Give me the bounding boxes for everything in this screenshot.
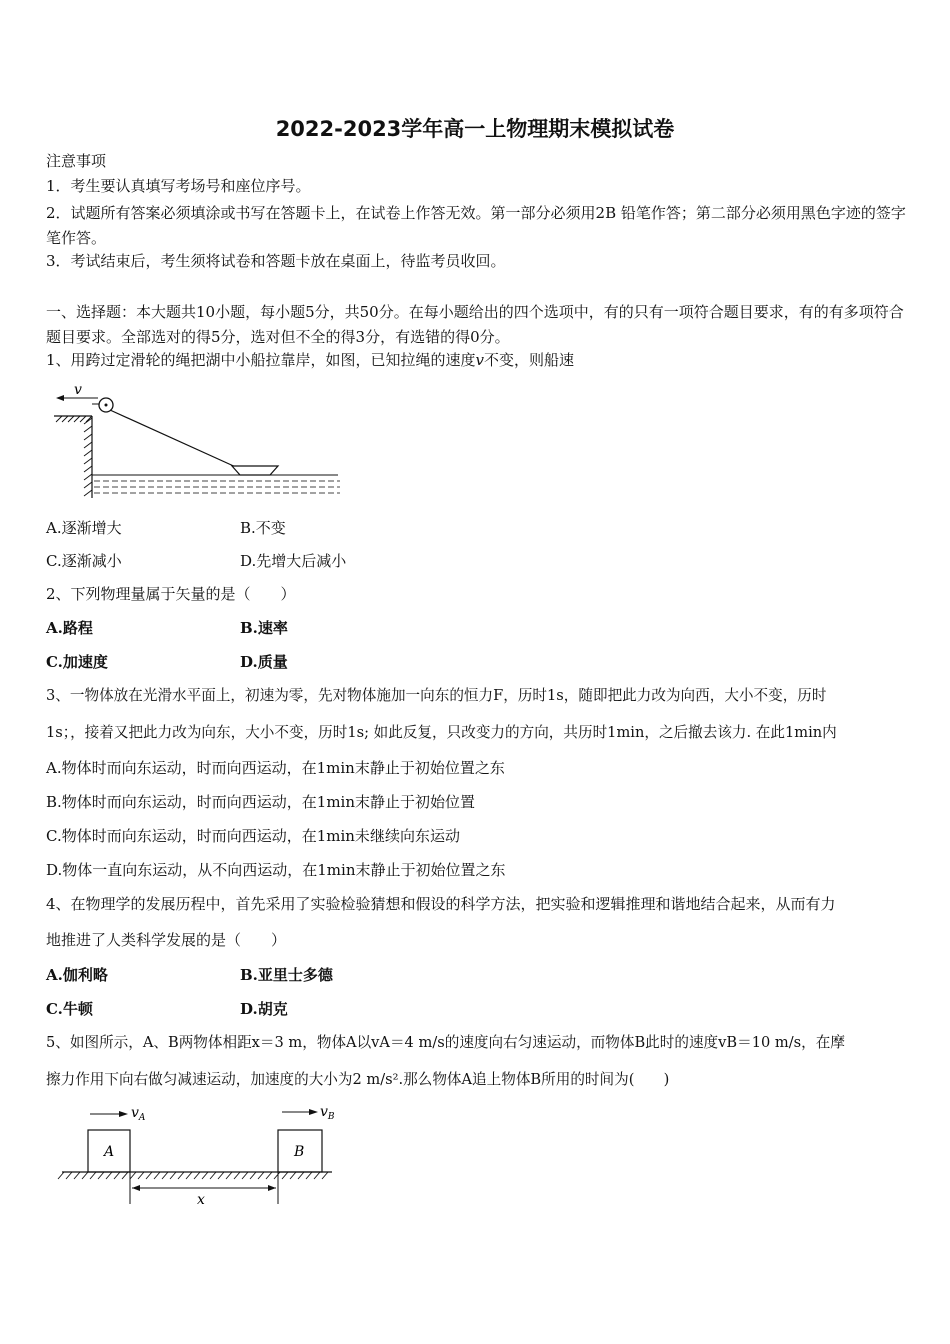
block-b-label: B (294, 1144, 305, 1160)
boat-icon (232, 466, 278, 475)
notice-heading: 注意事项 (46, 152, 107, 170)
q2-option-d[interactable]: D.质量 (240, 653, 288, 671)
q1-option-c[interactable]: C.逐渐减小 (46, 552, 122, 570)
q3-option-c[interactable]: C.物体时而向东运动，时而向西运动，在1min未继续向东运动 (46, 827, 460, 845)
q1-stem-var: v (475, 351, 485, 369)
q1-figure (46, 378, 356, 506)
section1-intro: 一、选择题：本大题共10小题，每小题5分，共50分。在每小题给出的四个选项中，有的只有一项符合题目要求，有的有多项符合题目要求。全部选对的得5分，选对但不全的得3分，有选错的得0分。 (46, 303, 904, 346)
q5-fig-x-label: x (197, 1192, 205, 1208)
q3-option-b[interactable]: B.物体时而向东运动，时而向西运动，在1min末静止于初始位置 (46, 793, 476, 811)
block-a-label: A (104, 1144, 115, 1160)
q4-option-d[interactable]: D.胡克 (240, 1000, 288, 1018)
q4-option-b[interactable]: B.亚里士多德 (240, 966, 333, 984)
q4-option-c[interactable]: C.牛顿 (46, 1000, 93, 1018)
q1-stem-text: 1、用跨过定滑轮的绳把湖中小船拉靠岸，如图，已知拉绳的速度 (46, 351, 476, 369)
q5-stem-line1: 5、如图所示，A、B两物体相距x＝3 m，物体A以vA＝4 m/s的速度向右匀速运动，而物体B此时的速度vB＝10 m/s，在摩 (46, 1034, 845, 1051)
page-title: 2022-2023学年高一上物理期末模拟试卷 (275, 117, 675, 141)
q4-stem-line1: 4、在物理学的发展历程中，首先采用了实验检验猜想和假设的科学方法，把实验和逻辑推理和谐地结合起来，从而有力 (46, 895, 836, 913)
q3-option-a[interactable]: A.物体时而向东运动，时而向西运动，在1min末静止于初始位置之东 (46, 759, 505, 777)
q5-stem-line2: 擦力作用下向右做匀减速运动，加速度的大小为2 m/s².那么物体A追上物体B所用的时间为( ) (46, 1071, 670, 1088)
q2-option-c[interactable]: C.加速度 (46, 653, 108, 671)
q5-fig-vb-label: $v_B$ (320, 1104, 335, 1122)
q1-option-b[interactable]: B.不变 (240, 519, 286, 537)
notice-item-2: 2．试题所有答案必须填涂或书写在答题卡上，在试卷上作答无效。第一部分必须用2B 铅笔作答；第二部分必须用黑色字迹的签字笔作答。 (46, 204, 906, 247)
q3-stem-line2: 1s；，接着又把此力改为向东，大小不变，历时1s; 如此反复，只改变力的方向，共历时1min，之后撤去该力. 在此1min内 (46, 724, 837, 741)
q1-fig-v-label: v (74, 382, 82, 398)
q1-option-d[interactable]: D.先增大后减小 (240, 552, 347, 570)
q3-option-d[interactable]: D.物体一直向东运动，从不向西运动，在1min末静止于初始位置之东 (46, 861, 506, 879)
notice-item-3: 3．考试结束后，考生须将试卷和答题卡放在桌面上，待监考员收回。 (46, 252, 506, 270)
q3-stem-line1: 3、一物体放在光滑水平面上，初速为零，先对物体施加一向东的恒力F，历时1s，随即把此力改为向西，大小不变，历时 (46, 687, 827, 704)
notice-item-1: 1．考生要认真填写考场号和座位序号。 (46, 177, 311, 195)
q2-option-b[interactable]: B.速率 (240, 619, 288, 637)
q1-stem (46, 350, 574, 370)
q2-option-a[interactable]: A.路程 (46, 619, 93, 637)
q4-option-a[interactable]: A.伽利略 (46, 966, 108, 984)
q4-stem-line2: 地推进了人类科学发展的是（ ） (46, 931, 287, 949)
q1-stem-end: 不变，则船速 (484, 351, 575, 369)
q2-stem: 2、下列物理量属于矢量的是（ ） (46, 585, 296, 603)
q5-fig-va-label: $v_A$ (131, 1105, 146, 1123)
q5-figure (56, 1100, 346, 1212)
q1-option-a[interactable]: A.逐渐增大 (46, 519, 122, 537)
